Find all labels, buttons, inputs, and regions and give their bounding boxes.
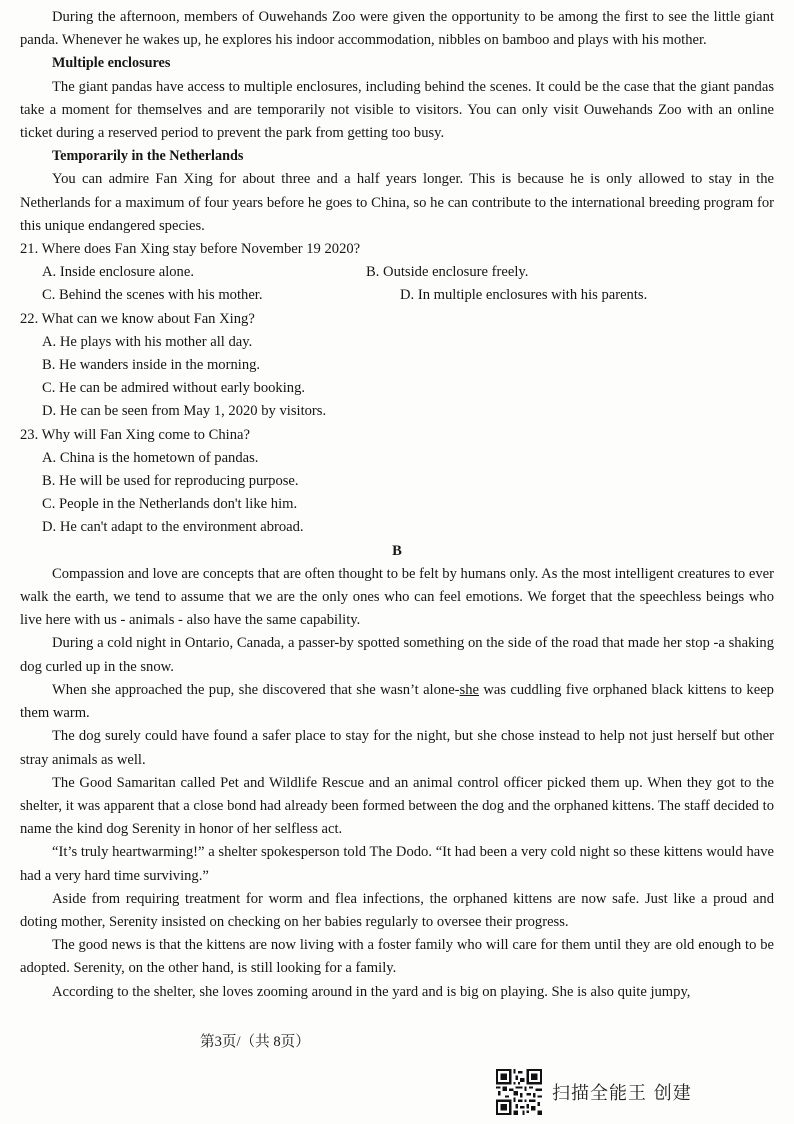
question-21-options-row	[20, 261, 774, 284]
section-b-label: B	[392, 542, 402, 559]
heading-multiple-enclosures: Multiple enclosures	[52, 55, 171, 72]
question-21-option-c: C. Behind the scenes with his mother.	[42, 287, 263, 304]
question-21-option-a: A. Inside enclosure alone.	[42, 264, 194, 281]
passage-a-paragraph: The giant pandas have access to multiple enclosures, including behind the scenes. It could be the case that the giant pandas take a moment for themselves and are temporarily not visible to visitors. You can only visit Ouwehands Zoo with an online ticket during a reserved period to prevent the park from getting too busy.	[20, 78, 774, 142]
question-23-stem: 23. Why will Fan Xing come to China?	[20, 426, 250, 443]
passage-b-paragraph: According to the shelter, she loves zooming around in the yard and is big on playing. She is also quite jumpy,	[52, 983, 691, 1000]
pup-text-before: When she approached the pup, she discovered that she wasn’t alone-	[52, 681, 460, 698]
passage-b-paragraph: During a cold night in Ontario, Canada, a passer-by spotted something on the side of the road that made her stop -a shaking dog curled up in the snow.	[20, 635, 774, 675]
pup-text-after: was cuddling five orphaned black kittens to keep them warm.	[20, 681, 774, 722]
question-23-option-a: A. China is the hometown of pandas.	[42, 449, 259, 466]
passage-b-paragraph-pup	[20, 679, 774, 725]
passage-a-paragraph: During the afternoon, members of Ouwehands Zoo were given the opportunity to be among the first to see the little giant panda. Whenever he wakes up, he explores his indoor accommodation, nibbles on bamboo and plays with his mother.	[20, 9, 774, 49]
page-number: 第3页/（共 8页）	[200, 1034, 310, 1050]
scanner-watermark	[496, 1068, 756, 1116]
passage-b-paragraph: Compassion and love are concepts that are often thought to be felt by humans only. As the most intelligent creatures to ever walk the earth, we tend to assume that we are the only ones who can feel emotions. We forget that the speechless beings who live here with us - animals - also have the same capability.	[20, 565, 774, 629]
question-22-option-a: A. He plays with his mother all day.	[42, 333, 253, 350]
scanner-brand-text: 扫描全能王 创建	[552, 1083, 692, 1104]
question-22-stem: 22. What can we know about Fan Xing?	[20, 310, 255, 327]
qr-code-icon	[496, 1069, 542, 1115]
question-22-option-d: D. He can be seen from May 1, 2020 by visitors.	[42, 403, 327, 420]
underlined-word: she	[459, 681, 479, 698]
heading-temporarily: Temporarily in the Netherlands	[52, 148, 244, 165]
passage-b-paragraph: The dog surely could have found a safer place to stay for the night, but she chose instead to help not just herself but other stray animals as well.	[20, 728, 774, 768]
question-23-option-d: D. He can't adapt to the environment abroad.	[42, 519, 304, 536]
passage-b-paragraph: The Good Samaritan called Pet and Wildlife Rescue and an animal control officer picked them up. When they got to the shelter, it was apparent that a close bond had already been formed between the dog and the orphaned kittens. The staff decided to name the kind dog Serenity in honor of her selfless act.	[20, 774, 774, 838]
question-21-option-d: D. In multiple enclosures with his parents.	[400, 287, 648, 304]
question-23-option-b: B. He will be used for reproducing purpose.	[42, 473, 299, 490]
passage-b-paragraph: The good news is that the kittens are now living with a foster family who will care for them until they are old enough to be adopted. Serenity, on the other hand, is still looking for a family.	[20, 937, 774, 977]
passage-b-paragraph: Aside from requiring treatment for worm and flea infections, the orphaned kittens are now safe. Just like a proud and doting mother, Serenity insisted on checking on her babies regularly to oversee their progress.	[20, 890, 774, 930]
passage-a-paragraph: You can admire Fan Xing for about three and a half years longer. This is because he is only allowed to stay in the Netherlands for a maximum of four years before he goes to China, so he can contribute to the international breeding program for this unique endangered species.	[20, 171, 774, 234]
page-content	[20, 6, 774, 1004]
question-22-option-b: B. He wanders inside in the morning.	[42, 357, 261, 374]
passage-b-paragraph: “It’s truly heartwarming!” a shelter spokesperson told The Dodo. “It had been a very cold night so these kittens would have had a very hard time surviving.”	[20, 844, 774, 884]
question-23-option-c: C. People in the Netherlands don't like him.	[42, 496, 298, 513]
question-21-option-b: B. Outside enclosure freely.	[366, 264, 529, 281]
question-22-option-c: C. He can be admired without early booking.	[42, 380, 306, 397]
question-21-options-row	[20, 284, 774, 307]
question-21-stem: 21. Where does Fan Xing stay before November 19 2020?	[20, 241, 361, 258]
